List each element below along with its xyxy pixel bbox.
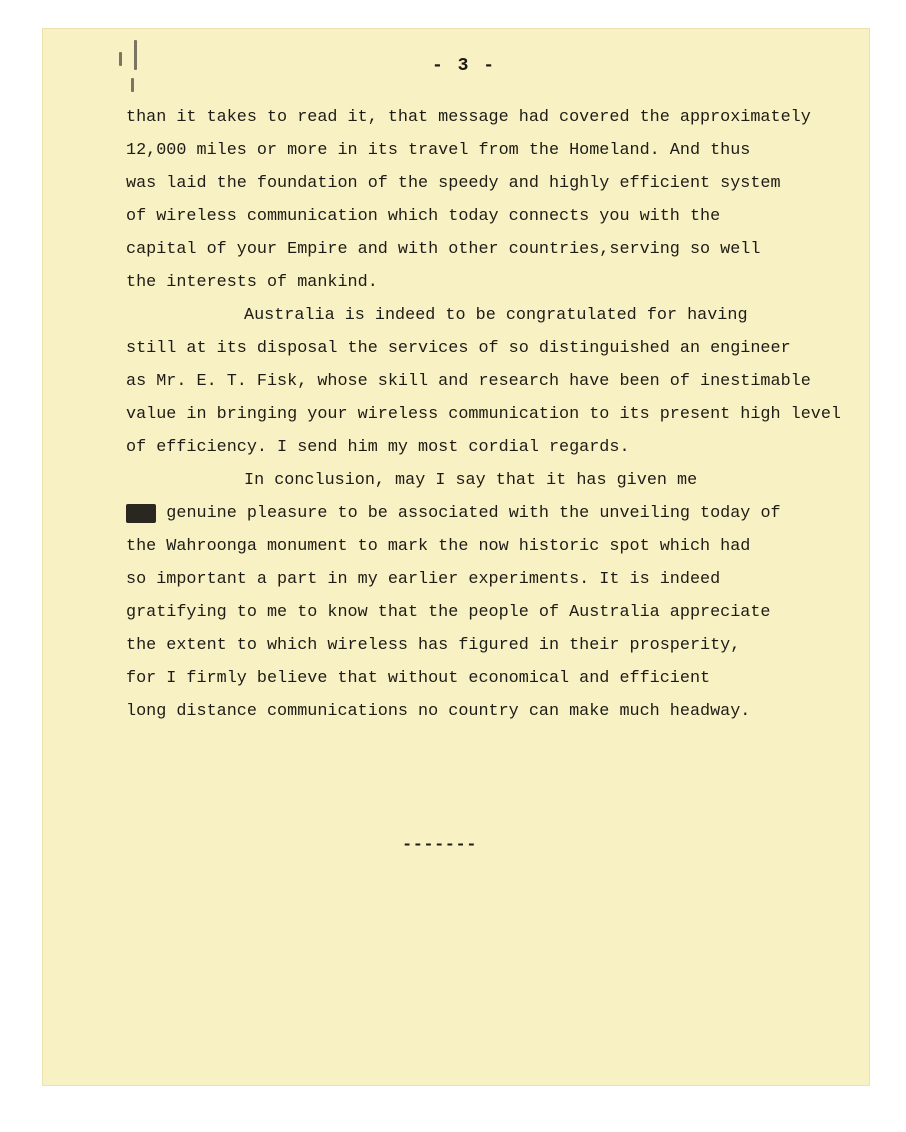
body-line: as Mr. E. T. Fisk, whose skill and research have been of inestimable bbox=[126, 372, 811, 391]
body-line-with-strikeout bbox=[126, 500, 846, 533]
body-line: gratifying to me to know that the people of Australia appreciate bbox=[126, 603, 771, 622]
body-line: capital of your Empire and with other countries,serving so well bbox=[126, 240, 761, 259]
body-line: for I firmly believe that without economical and efficient bbox=[126, 669, 711, 688]
paragraph-start-line: Australia is indeed to be congratulated for having bbox=[244, 306, 748, 325]
page-number: - 3 - bbox=[432, 56, 497, 76]
body-line: of efficiency. I send him my most cordial regards. bbox=[126, 438, 630, 457]
staple-mark bbox=[119, 52, 122, 66]
body-line: so important a part in my earlier experiments. It is indeed bbox=[126, 570, 721, 589]
staple-mark bbox=[134, 40, 137, 70]
staple-mark bbox=[131, 78, 134, 92]
body-line: was laid the foundation of the speedy and highly efficient system bbox=[126, 174, 781, 193]
body-line: the interests of mankind. bbox=[126, 273, 378, 292]
body-line: the Wahroonga monument to mark the now historic spot which had bbox=[126, 537, 751, 556]
body-line: value in bringing your wireless communication to its present high level bbox=[126, 405, 841, 424]
end-of-document-rule: ------- bbox=[402, 836, 477, 855]
typed-over-strikeout: xxx bbox=[126, 504, 157, 523]
body-line-text: genuine pleasure to be associated with the unveiling today of bbox=[166, 504, 781, 523]
letter-body bbox=[126, 104, 846, 731]
body-line: the extent to which wireless has figured in their prosperity, bbox=[126, 636, 741, 655]
body-line: than it takes to read it, that message had covered the approximately bbox=[126, 108, 811, 127]
body-line: 12,000 miles or more in its travel from the Homeland. And thus bbox=[126, 141, 751, 160]
body-line: of wireless communication which today connects you with the bbox=[126, 207, 721, 226]
body-line: still at its disposal the services of so distinguished an engineer bbox=[126, 339, 791, 358]
paragraph-start-line: In conclusion, may I say that it has given me bbox=[244, 471, 698, 490]
body-line: long distance communications no country can make much headway. bbox=[126, 702, 751, 721]
